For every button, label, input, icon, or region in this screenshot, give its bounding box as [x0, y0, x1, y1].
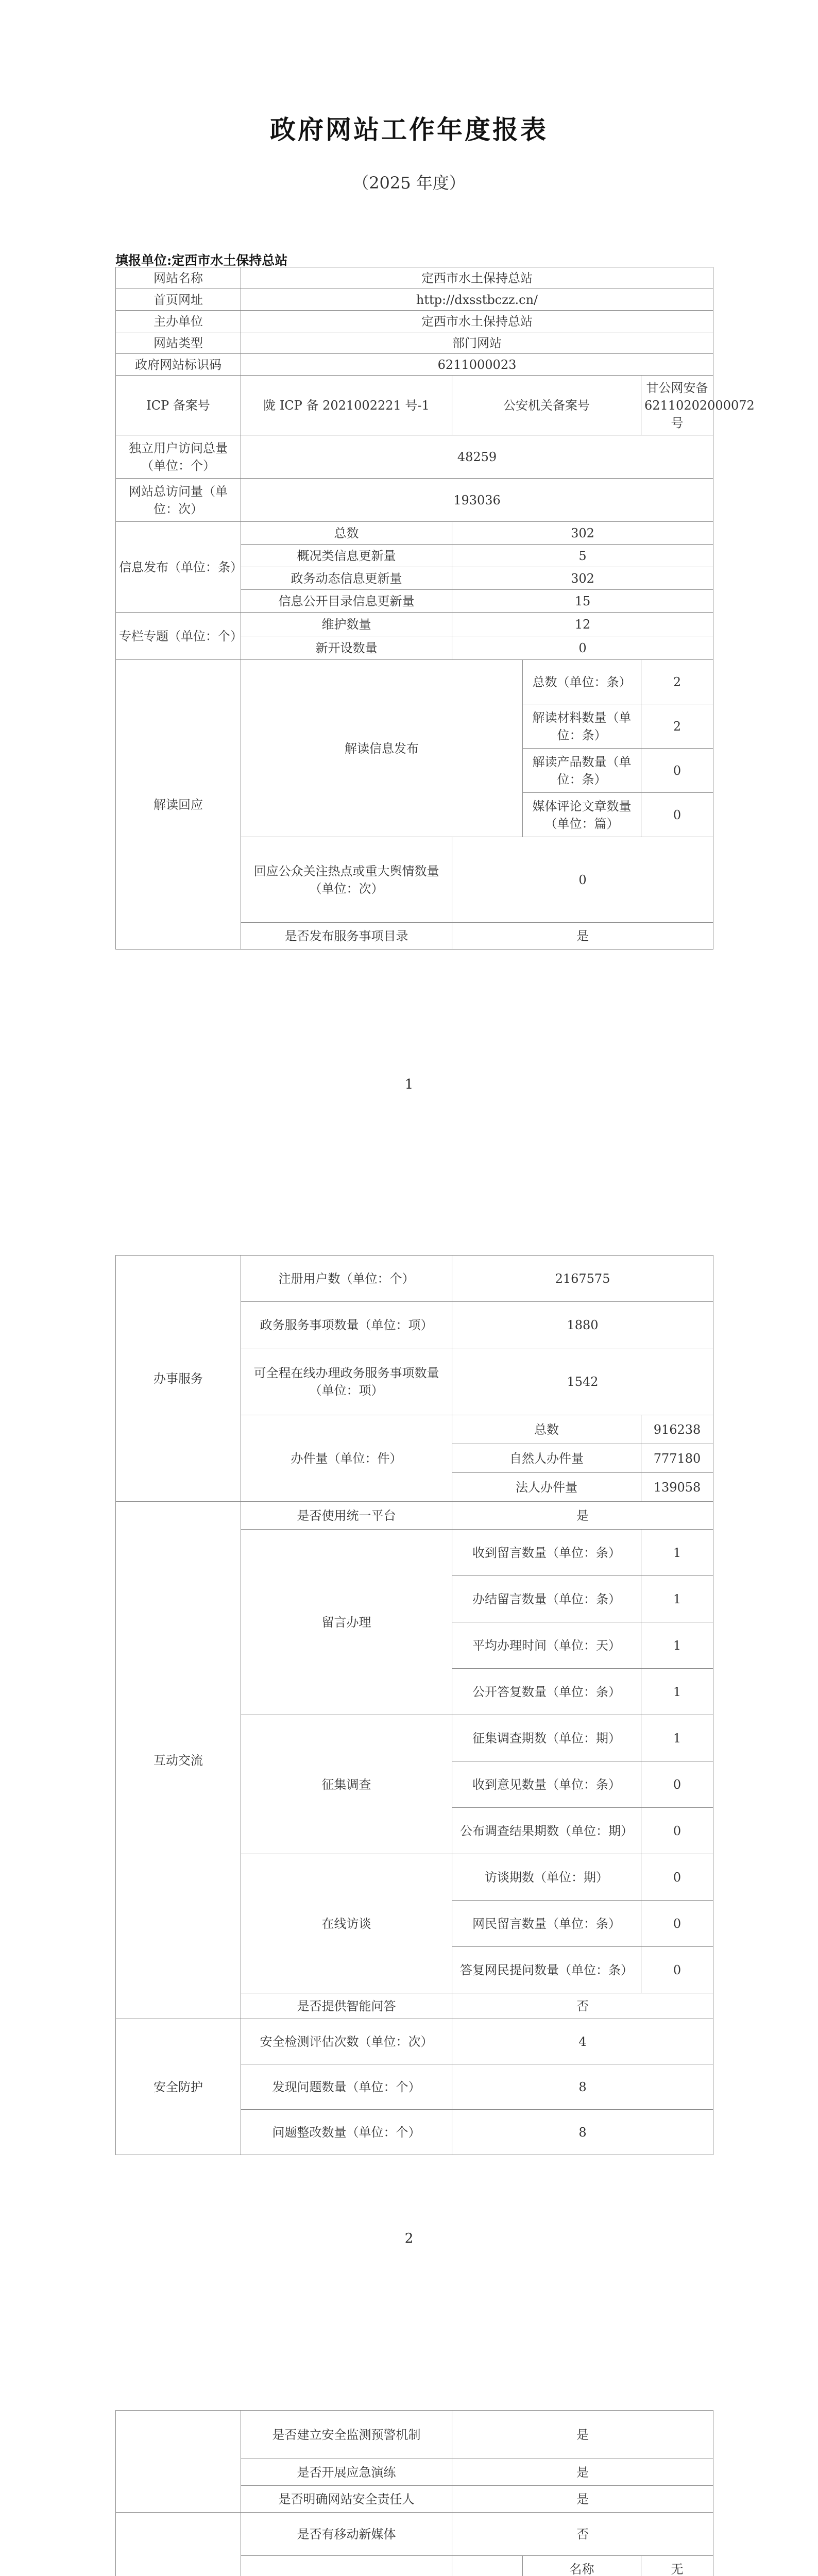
report-table-page1	[115, 267, 755, 950]
wb-name-value: 无	[641, 2556, 713, 2576]
service-volume-label: 办件量（单位：件）	[241, 1415, 452, 1502]
interpret-material-value: 2	[641, 704, 713, 749]
drill-label: 是否开展应急演练	[241, 2459, 452, 2486]
homepage-url[interactable]: http://dxsstbczz.cn/	[241, 289, 713, 311]
report-table-page2	[115, 1255, 713, 2155]
survey-section-label: 征集调查	[241, 1715, 452, 1854]
media-has-label: 是否有移动新媒体	[241, 2513, 452, 2556]
police-label: 公安机关备案号	[452, 376, 641, 435]
owner-label: 是否明确网站安全责任人	[241, 2486, 452, 2513]
site-type-value: 部门网站	[241, 332, 713, 354]
service-items-value: 1880	[452, 1302, 713, 1348]
site-name-value: 定西市水土保持总站	[241, 267, 713, 289]
sec-check-label: 安全检测评估次数（单位：次）	[241, 2019, 452, 2064]
homepage-label: 首页网址	[116, 289, 241, 311]
interpret-respond-value: 0	[452, 837, 713, 923]
uv-label: 独立用户访问总量（单位：个）	[116, 435, 241, 479]
service-online-label: 可全程在线办理政务服务事项数量（单位：项）	[241, 1348, 452, 1415]
host-label: 主办单位	[116, 311, 241, 332]
site-type-label: 网站类型	[116, 332, 241, 354]
info-news-value: 302	[452, 567, 713, 590]
iv-q-label: 网民留言数量（单位：条）	[452, 1901, 641, 1947]
report-year: （2025 年度）	[352, 173, 466, 193]
sec-found-label: 发现问题数量（单位：个）	[241, 2064, 452, 2110]
info-total-label: 总数	[241, 522, 452, 545]
icp-label: ICP 备案号	[116, 376, 241, 435]
interpret-product-value: 0	[641, 749, 713, 793]
site-name-label: 网站名称	[116, 267, 241, 289]
page-title: 政府网站工作年度报表	[270, 114, 548, 145]
sv-periods-value: 1	[641, 1715, 713, 1761]
reporting-unit: 填报单位:定西市水土保持总站	[115, 253, 288, 268]
msg-days-value: 1	[641, 1622, 713, 1669]
vol-total-label: 总数	[452, 1415, 641, 1444]
host-value: 定西市水土保持总站	[241, 311, 713, 332]
report-table-page3	[115, 2410, 713, 2576]
weibo-spacer	[452, 2556, 523, 2576]
info-news-label: 政务动态信息更新量	[241, 567, 452, 590]
msg-pub-label: 公开答复数量（单位：条）	[452, 1669, 641, 1715]
info-public-label: 信息公开目录信息更新量	[241, 590, 452, 613]
interpret-media-label: 媒体评论文章数量（单位：篇）	[523, 793, 641, 837]
interview-section-label: 在线访谈	[241, 1854, 452, 1993]
service-items-label: 政务服务事项数量（单位：项）	[241, 1302, 452, 1348]
msg-pub-value: 1	[641, 1669, 713, 1715]
wb-name-label: 名称	[523, 2556, 641, 2576]
msg-days-label: 平均办理时间（单位：天）	[452, 1622, 641, 1669]
interpret-material-label: 解读材料数量（单位：条）	[523, 704, 641, 749]
info-section-label: 信息发布（单位：条）	[116, 522, 241, 613]
sv-recv-label: 收到意见数量（单位：条）	[452, 1761, 641, 1808]
info-public-value: 15	[452, 590, 713, 613]
msg-done-label: 办结留言数量（单位：条）	[452, 1576, 641, 1622]
iv-a-value: 0	[641, 1947, 713, 1993]
iv-q-value: 0	[641, 1901, 713, 1947]
info-overview-value: 5	[452, 545, 713, 567]
smart-qa-value: 否	[452, 1993, 713, 2019]
icp-value: 陇 ICP 备 2021002221 号-1	[241, 376, 452, 435]
interpret-total-label: 总数（单位：条）	[523, 660, 641, 704]
sec-found-value: 8	[452, 2064, 713, 2110]
interpret-respond-label: 回应公众关注热点或重大舆情数量（单位：次）	[241, 837, 452, 923]
interpret-publish-label: 解读信息发布	[241, 660, 523, 837]
column-new-label: 新开设数量	[241, 636, 452, 660]
uv-value: 48259	[241, 435, 713, 479]
iv-periods-label: 访谈期数（单位：期）	[452, 1854, 641, 1901]
sv-periods-label: 征集调查期数（单位：期）	[452, 1715, 641, 1761]
vol-person-label: 自然人办件量	[452, 1444, 641, 1473]
msg-recv-value: 1	[641, 1530, 713, 1576]
pv-value: 193036	[241, 479, 713, 522]
platform-value: 是	[452, 1502, 713, 1530]
page-number-2: 2	[404, 2231, 414, 2246]
service-online-value: 1542	[452, 1348, 713, 1415]
service-section-label: 办事服务	[116, 1256, 241, 1502]
drill-value: 是	[452, 2459, 713, 2486]
security-section-label: 安全防护	[116, 2019, 241, 2155]
media-has-value: 否	[452, 2513, 713, 2556]
pv-label: 网站总访问量（单位：次）	[116, 479, 241, 522]
vol-legal-label: 法人办件量	[452, 1473, 641, 1502]
service-users-value: 2167575	[452, 1256, 713, 1302]
police-value: 甘公网安备 62110202000072 号	[641, 376, 713, 435]
sv-recv-value: 0	[641, 1761, 713, 1808]
owner-value: 是	[452, 2486, 713, 2513]
vol-legal-value: 139058	[641, 1473, 713, 1502]
interpret-product-label: 解读产品数量（单位：条）	[523, 749, 641, 793]
column-new-value: 0	[452, 636, 713, 660]
interact-section-label: 互动交流	[116, 1502, 241, 2019]
column-maintain-value: 12	[452, 613, 713, 636]
vol-total-value: 916238	[641, 1415, 713, 1444]
catalog-value: 是	[452, 923, 713, 950]
site-code-label: 政府网站标识码	[116, 354, 241, 376]
interpret-total-value: 2	[641, 660, 713, 704]
iv-periods-value: 0	[641, 1854, 713, 1901]
info-overview-label: 概况类信息更新量	[241, 545, 452, 567]
iv-a-label: 答复网民提问数量（单位：条）	[452, 1947, 641, 1993]
sec-fixed-value: 8	[452, 2110, 713, 2155]
msg-section-label: 留言办理	[241, 1530, 452, 1715]
info-total-value: 302	[452, 522, 713, 545]
interpret-section-label: 解读回应	[116, 660, 241, 950]
sv-pub-label: 公布调查结果期数（单位：期）	[452, 1808, 641, 1854]
catalog-label: 是否发布服务事项目录	[241, 923, 452, 950]
platform-label: 是否使用统一平台	[241, 1502, 452, 1530]
page-number-1: 1	[404, 1077, 414, 1092]
msg-recv-label: 收到留言数量（单位：条）	[452, 1530, 641, 1576]
smart-qa-label: 是否提供智能问答	[241, 1993, 452, 2019]
monitor-label: 是否建立安全监测预警机制	[241, 2411, 452, 2459]
sec-check-value: 4	[452, 2019, 713, 2064]
service-users-label: 注册用户数（单位：个）	[241, 1256, 452, 1302]
column-section-label: 专栏专题（单位：个）	[116, 613, 241, 660]
column-maintain-label: 维护数量	[241, 613, 452, 636]
sec-fixed-label: 问题整改数量（单位：个）	[241, 2110, 452, 2155]
media-section-label	[116, 2513, 241, 2576]
interpret-media-value: 0	[641, 793, 713, 837]
monitor-value: 是	[452, 2411, 713, 2459]
security-cont-label	[116, 2411, 241, 2513]
sv-pub-value: 0	[641, 1808, 713, 1854]
site-code-value: 6211000023	[241, 354, 713, 376]
msg-done-value: 1	[641, 1576, 713, 1622]
weibo-label	[241, 2556, 452, 2576]
vol-person-value: 777180	[641, 1444, 713, 1473]
